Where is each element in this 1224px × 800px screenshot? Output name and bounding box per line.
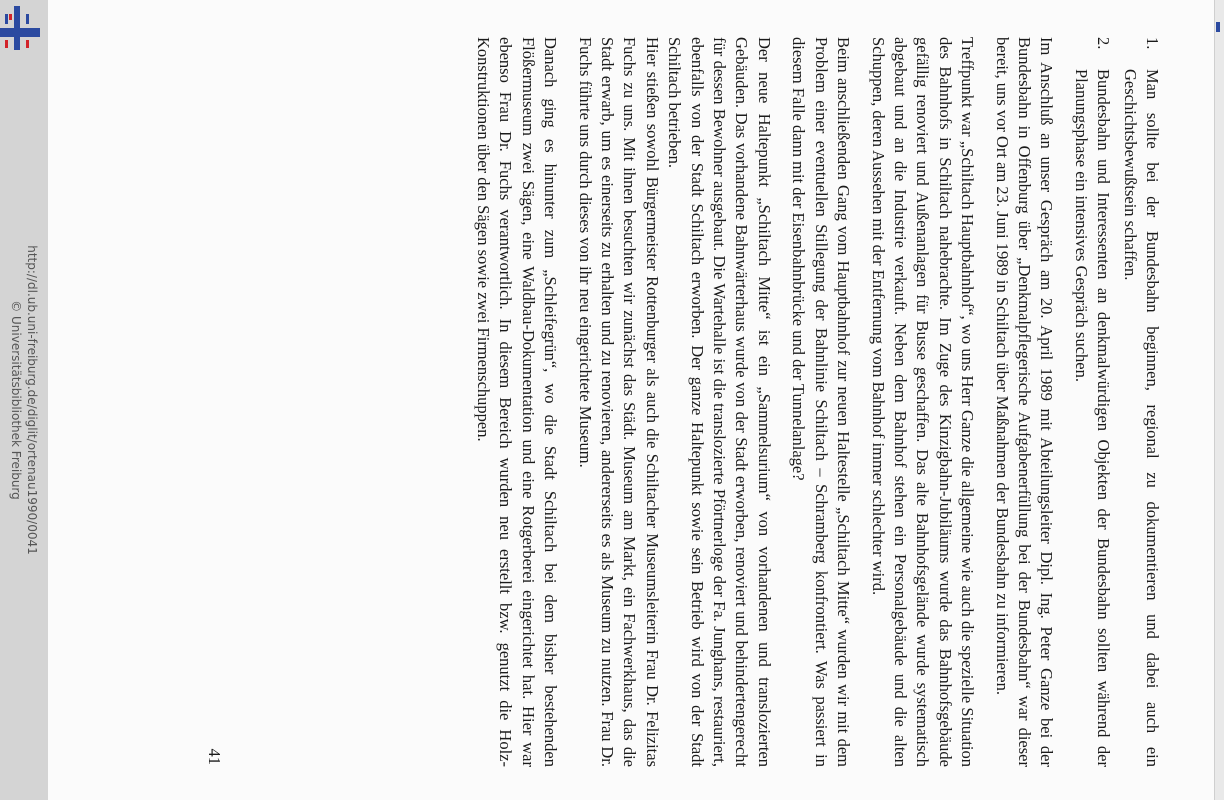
paragraph: Im Anschluß an unser Gespräch am 20. April 1989 mit Abteilungsleiter Dipl. Ing. Peter Ganze bei der Bundesbahn in Offenburg über „Denkmalpflegerische Aufgabenerfüllung bei der Bundesbahn“ war dieser bereit, uns vor Ort am 23. Juni 1989 in Schiltach über Maßnahmen der Bundesbahn zu informieren.	[992, 37, 1057, 767]
list-text: Man sollte bei der Bundesbahn beginnen, regional zu dokumentieren und dabei auch ein Geschichtsbewußtsein schaffen.	[1120, 69, 1162, 767]
numbered-list	[1069, 37, 1163, 767]
page-edge	[1214, 0, 1224, 800]
page-content	[203, 37, 1163, 767]
list-text: Bundesbahn und Interessenten an denkmalwürdigen Objekten der Bundesbahn sollten während der Planungsphase ein intensives Gespräch suchen.	[1071, 69, 1114, 767]
list-item	[1069, 37, 1114, 767]
list-number: 2.	[1094, 37, 1114, 50]
watermark-url: http://dl.ub.uni-freiburg.de/diglit/ortenau1990/0041	[25, 245, 39, 555]
paragraph: Hier stießen sowohl Bürgermeister Rottenburger als auch die Schiltacher Museumsleiterin Frau Dr. Felizitas Fuchs zu uns. Mit ihnen besuchten wir zunächst das Städt. Museum am Markt, ein Fachwerkhaus, das die Stadt erwarb, um es einerseits zu erhalten und zu renovieren, andererseits es als Museum zu nutzen. Frau Dr. Fuchs führte uns durch dieses von ihr neu eingerichtete Museum.	[575, 37, 662, 767]
page-number: 41	[205, 748, 225, 765]
paragraph: Treffpunkt war „Schiltach Hauptbahnhof“, wo uns Herr Ganze die allgemeine wie auch die spezielle Situation des Bahnhofs in Schiltach nahebrachte. Im Zuge des Kinzigbahn-Jubiläums wurde das Bahnhofsgebäude gefällig renoviert und Außenanlagen für Busse geschaffen. Das alte Bahnhofsgelände wurde systematisch abgebaut und an die Industrie verkauft. Neben dem Bahnhof stehen ein Personalgebäude und die alten Schuppen, deren Aussehen mit der Entfernung vom Bahnhof immer schlechter wird.	[868, 37, 978, 767]
paragraph: Beim anschließenden Gang vom Hauptbahnhof zur neuen Haltestelle „Schiltach Mitte“ wurden wir mit dem Problem einer eventuellen Stillegung der Bahnlinie Schiltach – Schramberg konfrontiert. Was passiert in diesem Falle dann mit der Eisenbahnbrücke und der Tunnelanlage?	[789, 37, 854, 767]
list-item	[1118, 37, 1163, 767]
edge-marker-icon	[1216, 22, 1220, 32]
list-number: 1.	[1143, 37, 1162, 50]
left-margin-strip	[0, 0, 48, 800]
paragraph: Der neue Haltepunkt „Schiltach Mitte“ ist ein „Sammelsurium“ von vorhandenen und translozierten Gebäuden. Das vorhandene Bahnwärterhaus wurde von der Stadt erworben, renoviert und behindertengerecht für dessen Bewohner ausgebaut. Die Wartehalle ist die translozierte Pförtnerloge der Fa. Junghans, restauriert, ebenfalls von der Stadt Schiltach erworben. Der ganze Haltepunkt sowie sein Betrieb wird von der Stadt Schiltach betrieben.	[665, 37, 774, 767]
paragraph: Danach ging es hinunter zum „Schleifegrün“, wo die Stadt Schiltach bei dem bisher bestehenden Flößermuseum zwei Sägen, eine Waldbau-Dokumentation und eine Rotgerberei eingerichtet hat. Hier war ebenso Frau Dr. Fuchs verantwortlich. In diesem Bereich wurden neu erstellt bzw. genutzt die Holz-Konstruktionen über den Sägen sowie zwei Firmenschuppen.	[474, 37, 561, 767]
watermark-copyright: © Universitätsbibliothek Freiburg	[9, 300, 23, 500]
